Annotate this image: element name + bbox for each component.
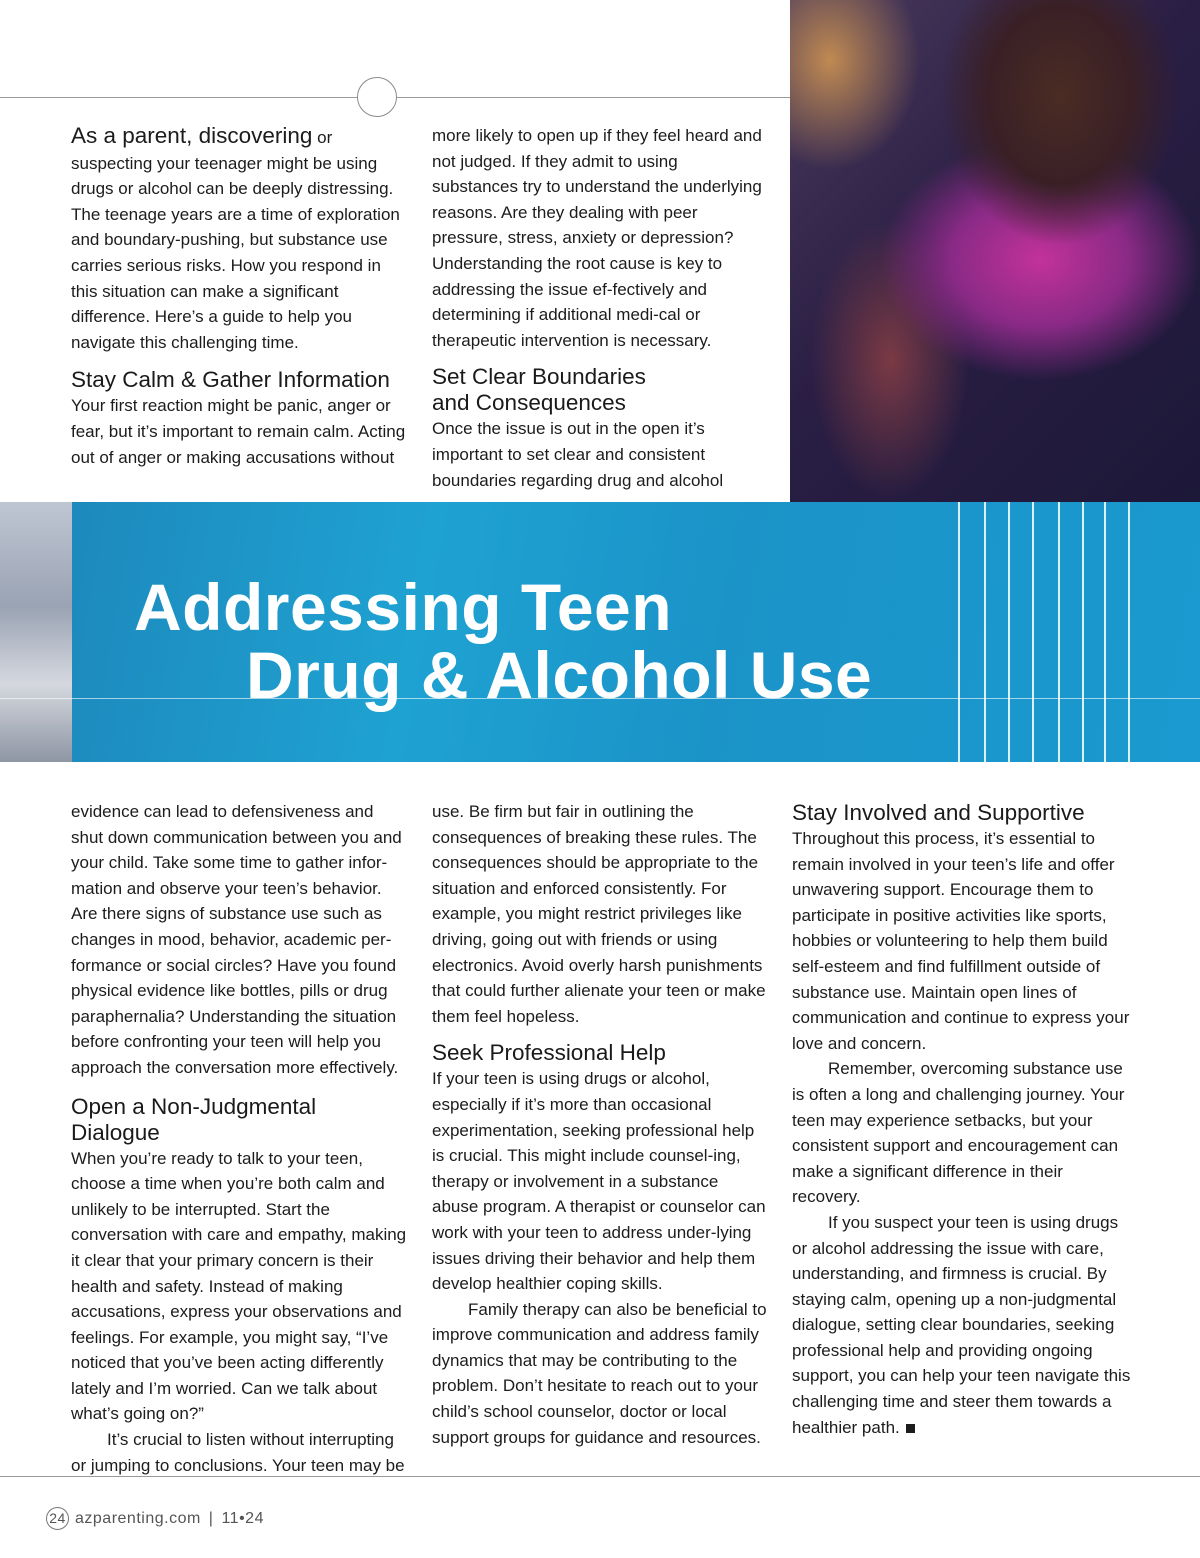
boundaries-text-top: Once the issue is out in the open it’s important to set clear and consistent boundaries regarding drug and alcohol bbox=[432, 419, 724, 490]
ornament-circle-icon bbox=[357, 77, 397, 117]
bottom-column-2 bbox=[432, 799, 768, 1450]
involved-text-3-body: If you suspect your teen is using drugs or alcohol addressing the issue with care, understanding, and firmness is crucial. By staying calm, opening up a non-judgmental dialogue, setting clear boundaries, seeking professional help and providing ongoing support, you can help your teen navigate this challenging time and steer them towards a healthier path. bbox=[792, 1212, 1131, 1437]
professional-text-2: Family therapy can also be beneficial to improve communication and address family dynamics that may be contributing to the problem. Don’t hesitate to reach out to your child’s school counselor, doctor or local support groups for guidance and resources. bbox=[432, 1299, 767, 1447]
bottom-rule bbox=[0, 1476, 1200, 1477]
stay-calm-text-bottom: evidence can lead to defensiveness and shut down communication between you and your child. Take some time to gather infor-mation and observe your teen’s behavior. Are there signs of substance use such as changes in mood, behavior, academic per-formance or social circles? Have you found physical evidence like bottles, pills or drug paraphernalia? Understanding the situation before confronting your teen will help you approach the conversation more effectively. bbox=[71, 802, 402, 1077]
boundaries-text-bottom: use. Be firm but fair in outlining the consequences of breaking these rules. The consequences should be appropriate to the situation and enforced consistently. For example, you might restrict privileges like driving, going out with friends or using electronics. Avoid overly harsh punishments that could further alienate your teen or make them feel hopeless. bbox=[432, 802, 766, 1026]
footer-separator: | bbox=[208, 1509, 214, 1527]
end-mark-icon bbox=[906, 1424, 915, 1433]
heading-involved: Stay Involved and Supportive bbox=[792, 800, 1085, 825]
page-footer bbox=[46, 1507, 264, 1530]
title-line-1: Addressing Teen bbox=[134, 570, 673, 644]
involved-text-2: Remember, overcoming substance use is often a long and challenging journey. Your teen may experience setbacks, but your consistent support and encouragement can make a significant difference in their recovery. bbox=[792, 1059, 1125, 1207]
footer-site: azparenting.com bbox=[75, 1509, 201, 1527]
banner-stripe bbox=[984, 502, 986, 762]
heading-stay-calm: Stay Calm & Gather Information bbox=[71, 367, 390, 393]
heading-boundaries-line2: and Consequences bbox=[432, 390, 626, 416]
heading-professional: Seek Professional Help bbox=[432, 1040, 666, 1066]
heading-boundaries-line1: Set Clear Boundaries bbox=[432, 364, 646, 390]
involved-text: Throughout this process, it’s essential to remain involved in your teen’s life and offer unwavering support. Encourage them to participate in positive activities like sports, hobbies or volunteering to help them build self-esteem and find fulfillment outside of substance use. Maintain open lines of communication and continue to express your love and concern. bbox=[792, 829, 1130, 1053]
involved-text-3 bbox=[792, 1210, 1132, 1440]
heading-dialogue: Open a Non-Judgmental Dialogue bbox=[71, 1093, 317, 1145]
banner-stripe bbox=[1104, 502, 1106, 762]
intro-paragraph bbox=[71, 123, 406, 355]
bottom-column-1 bbox=[71, 799, 408, 1478]
banner-stripe bbox=[1008, 502, 1010, 762]
teens-photo bbox=[790, 0, 1200, 502]
top-column-1 bbox=[71, 123, 406, 470]
banner-photo-strip bbox=[0, 502, 72, 762]
banner-stripe bbox=[1128, 502, 1130, 762]
footer-issue: 11•24 bbox=[221, 1509, 264, 1527]
stay-calm-text-top: Your first reaction might be panic, anger or fear, but it’s important to remain calm. Acting out of anger or making accusations without bbox=[71, 396, 406, 467]
bottom-column-3 bbox=[792, 800, 1132, 1440]
dialogue-text: When you’re ready to talk to your teen, choose a time when you’re both calm and unlikely to be interrupted. Start the conversation with care and empathy, making it clear that your primary concern is their health and safety. Instead of making accusations, express your observations and feelings. For example, you might say, “I’ve noticed that you’ve been acting differently lately and I’m worried. Can we talk about what’s going on?” bbox=[71, 1148, 407, 1424]
banner-stripe bbox=[1082, 502, 1084, 762]
title-line-2: Drug & Alcohol Use bbox=[246, 638, 873, 712]
dialogue-text-2: It’s crucial to listen without interrupting or jumping to conclusions. Your teen may be bbox=[71, 1430, 405, 1475]
banner-stripe bbox=[1058, 502, 1060, 762]
intro-text: or suspecting your teenager might be using drugs or alcohol can be deeply distressing. The teenage years are a time of exploration and boundary-pushing, but substance use carries serious risks. How you respond in this situation can make a significant difference. Here’s a guide to help you navigate this challenging time. bbox=[71, 128, 400, 352]
intro-lead: As a parent, discovering bbox=[71, 123, 313, 148]
banner-stripe bbox=[958, 502, 960, 762]
title-banner bbox=[0, 502, 1200, 762]
page-number: 24 bbox=[46, 1507, 69, 1530]
professional-text: If your teen is using drugs or alcohol, especially if it’s more than occasional experimentation, seeking professional help is crucial. This might include counsel-ing, therapy or involvement in a substance abuse program. A therapist or counselor can work with your teen to address under-lying issues driving their behavior and help them develop healthier coping skills. bbox=[432, 1069, 766, 1294]
top-column-2 bbox=[432, 123, 767, 493]
banner-stripe bbox=[1032, 502, 1034, 762]
dialogue-text-continued: more likely to open up if they feel heard and not judged. If they admit to using substances try to understand the underlying reasons. Are they dealing with peer pressure, stress, anxiety or depression? Understanding the root cause is key to addressing the issue ef-fectively and determining if additional medi-cal or therapeutic intervention is necessary. bbox=[432, 126, 762, 350]
